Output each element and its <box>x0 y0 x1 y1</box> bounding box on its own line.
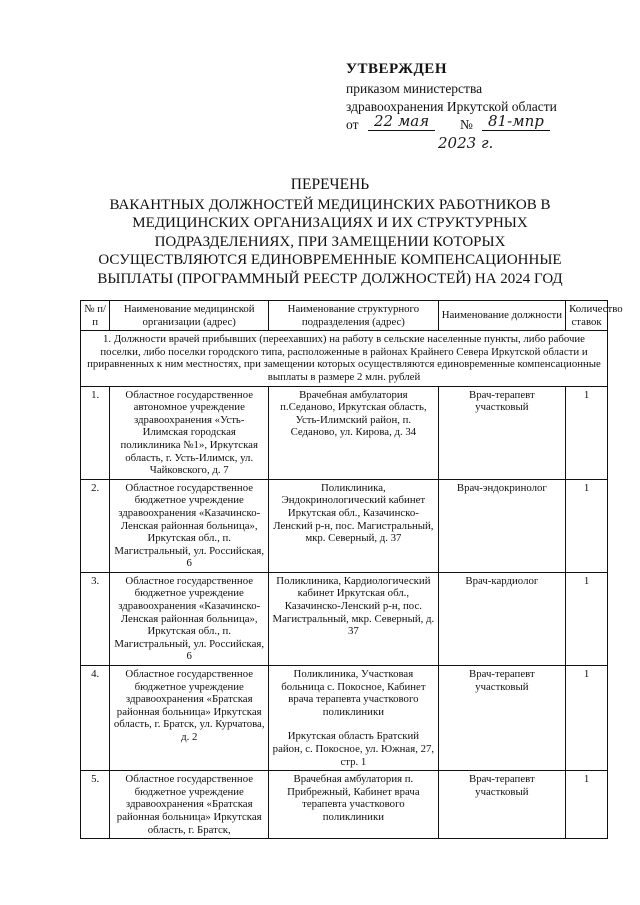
row-division <box>269 479 438 572</box>
row-num: 5. <box>81 771 110 839</box>
row-organization: Областное государственное бюджетное учреждение здравоохранения «Братская районная больница» Иркутская область, г. Братск, <box>110 771 269 839</box>
table-row <box>81 771 608 839</box>
table-row <box>81 386 608 479</box>
row-count: 1 <box>566 386 608 479</box>
approval-block <box>346 60 606 152</box>
section-heading: 1. Должности врачей прибывших (переехавших) на работу в сельские населенные пункты, либо рабочие поселки, либо поселки городского типа, расположенные в районах Крайнего Севера Иркутской области и приравненных к ним местностях, при замещении которых осуществляются единовременные компенсационные выплаты в размере 2 млн. рублей <box>81 331 608 386</box>
row-position: Врач-кардиолог <box>438 572 566 665</box>
row-count: 1 <box>566 666 608 771</box>
row-organization: Областное государственное бюджетное учреждение здравоохранения «Казачинско-Ленская районная больница», Иркутская обл., п. Магистральный, ул. Российская, 6 <box>110 479 269 572</box>
document-title <box>80 176 580 288</box>
row-num: 2. <box>81 479 110 572</box>
table-row <box>81 479 608 572</box>
header-organization: Наименование медицинской организации (адрес) <box>110 301 269 331</box>
row-division-text: Врачебная амбулатория п.Седаново, Иркутская область, Усть-Илимский район, п. Седаново, ул. Кирова, д. 34 <box>280 388 427 439</box>
row-position: Врач-терапевт участковый <box>438 666 566 771</box>
header-division: Наименование структурного подразделения (адрес) <box>269 301 438 331</box>
row-organization: Областное государственное бюджетное учреждение здравоохранения «Казачинско-Ленская районная больница», Иркутская обл., п. Магистральный, ул. Российская, 6 <box>110 572 269 665</box>
header-position: Наименование должности <box>438 301 566 331</box>
row-division-text: Врачебная амбулатория п. Прибрежный, Кабинет врача терапевта участкового поликлиники <box>287 773 420 823</box>
approval-number-label: № <box>460 117 473 132</box>
row-division <box>269 386 438 479</box>
approval-title: УТВЕРЖДЕН <box>346 61 447 77</box>
row-division <box>269 771 438 839</box>
table-header-row <box>81 301 608 331</box>
row-num: 3. <box>81 572 110 665</box>
row-organization: Областное государственное бюджетное учреждение здравоохранения «Братская районная больница» Иркутская область, г. Братск, ул. Курчатова, д. 2 <box>110 666 269 771</box>
row-division <box>269 572 438 665</box>
row-num: 4. <box>81 666 110 771</box>
positions-table <box>80 300 623 839</box>
document-subtitle: ВАКАНТНЫХ ДОЛЖНОСТЕЙ МЕДИЦИНСКИХ РАБОТНИКОВ В МЕДИЦИНСКИХ ОРГАНИЗАЦИЯХ И ИХ СТРУКТУРНЫХ ПОДРАЗДЕЛЕНИЯХ, ПРИ ЗАМЕЩЕНИИ КОТОРЫХ ОСУЩЕСТВЛЯЮТСЯ ЕДИНОВРЕМЕННЫЕ КОМПЕНСАЦИОННЫЕ ВЫПЛАТЫ (ПРОГРАММНЫЙ РЕЕСТР ДОЛЖНОСТЕЙ) НА 2024 ГОД <box>97 196 563 287</box>
row-division-address: Иркутская область Братский район, с. Покосное, ул. Южная, 27, стр. 1 <box>272 730 435 768</box>
approval-line-ministry: здравоохранения Иркутской области <box>346 99 557 114</box>
approval-line-order: приказом министерства <box>346 81 483 96</box>
table-row <box>81 666 608 771</box>
table-row <box>81 572 608 665</box>
row-count: 1 <box>566 572 608 665</box>
approval-from-label: от <box>346 117 359 132</box>
row-division-text: Поликлиника, Участковая больница с. Покосное, Кабинет врача терапевта участкового поликлиники <box>281 668 426 718</box>
row-count: 1 <box>566 771 608 839</box>
row-position: Врач-эндокринолог <box>438 479 566 572</box>
handwritten-year: 2023 г. <box>438 134 494 152</box>
row-division-text: Поликлиника, Эндокринологический кабинет Иркутская обл., Казачинско-Ленский р-н, пос. Магистральный, мкр. Северный, д. 37 <box>273 481 434 545</box>
section-row <box>81 331 608 386</box>
header-num: № п/п <box>81 301 110 331</box>
approval-signature-row <box>346 112 606 152</box>
document-heading: ПЕРЕЧЕНЬ <box>290 176 370 193</box>
row-position: Врач-терапевт участковый <box>438 386 566 479</box>
row-count: 1 <box>566 479 608 572</box>
row-division-text: Поликлиника, Кардиологический кабинет Иркутская обл., Казачинско-Ленский р-н, пос. Магистральный, мкр. Северный, д. 37 <box>272 574 435 638</box>
row-organization: Областное государственное автономное учреждение здравоохранения «Усть-Илимская городская поликлиника №1», Иркутская область, г. Усть-Илимск, ул. Чайковского, д. 7 <box>110 386 269 479</box>
address-spacer <box>272 718 434 730</box>
row-position: Врач-терапевт участковый <box>438 771 566 839</box>
header-count: Количество ставок <box>566 301 608 331</box>
handwritten-order-number: 81-мпр <box>482 112 550 131</box>
row-division <box>269 666 438 771</box>
row-num: 1. <box>81 386 110 479</box>
handwritten-date: 22 мая <box>368 112 435 131</box>
